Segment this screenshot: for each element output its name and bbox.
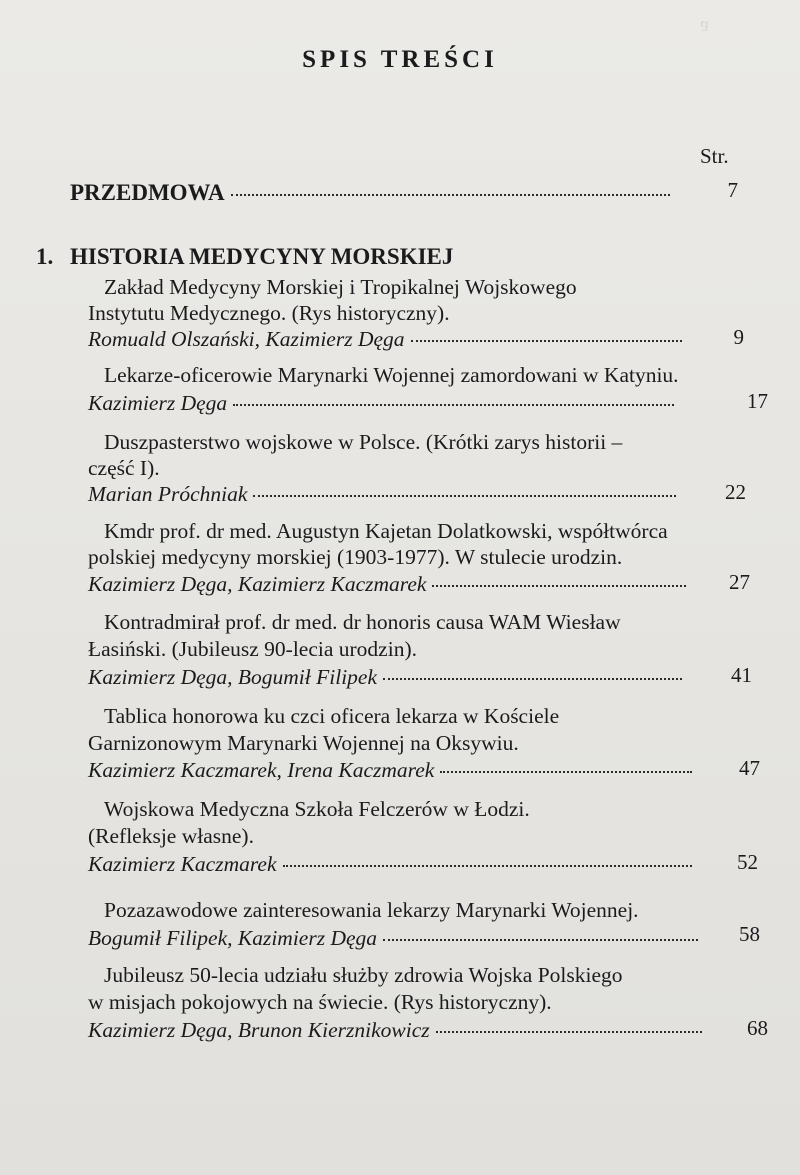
entry-title-line: Zakład Medycyny Morskiej i Tropikalnej Wojskowego	[104, 275, 577, 299]
toc-entry[interactable]	[88, 327, 688, 352]
entry-authors: Kazimierz Dęga, Bogumił Filipek	[88, 665, 378, 689]
entry-title-line: część I).	[88, 456, 160, 480]
entry-title-line: Łasiński. (Jubileusz 90-lecia urodzin).	[88, 637, 417, 661]
leader-dots	[283, 865, 692, 867]
entry-title-line: polskiej medycyny morskiej (1903-1977). W stulecie urodzin.	[88, 545, 623, 569]
page-number: 58	[739, 922, 760, 946]
entry-authors: Kazimierz Dęga	[88, 391, 228, 415]
toc-entry[interactable]	[88, 1018, 708, 1043]
section-number: 1.	[36, 244, 54, 269]
leader-dots	[411, 340, 682, 342]
entry-title-line: Instytutu Medycznego. (Rys historyczny).	[88, 301, 450, 325]
page-number: 27	[729, 570, 750, 594]
page-number: 41	[731, 663, 752, 687]
leader-dots	[432, 585, 686, 587]
page-title: SPIS TREŚCI	[302, 46, 498, 73]
toc-entry[interactable]	[88, 482, 682, 507]
entry-authors: Kazimierz Dęga, Kazimierz Kaczmarek	[88, 572, 427, 596]
entry-authors: Kazimierz Kaczmarek	[88, 852, 277, 876]
entry-title-line: Kmdr prof. dr med. Augustyn Kajetan Dolatkowski, współtwórca	[104, 519, 668, 543]
page-number: 22	[725, 480, 746, 504]
toc-entry[interactable]	[88, 572, 692, 597]
leader-dots	[253, 495, 676, 497]
entry-title-line: Duszpasterstwo wojskowe w Polsce. (Krótki zarys historii –	[104, 430, 623, 454]
page-column-label: Str.	[700, 144, 729, 168]
entry-title-line: Tablica honorowa ku czci oficera lekarza w Kościele	[104, 704, 560, 728]
entry-title-line: (Refleksje własne).	[88, 824, 254, 848]
toc-entry[interactable]	[88, 852, 698, 877]
leader-dots	[383, 939, 698, 941]
page-number: 47	[739, 756, 760, 780]
entry-authors: Kazimierz Dęga, Brunon Kierznikowicz	[88, 1018, 430, 1042]
page-number: 52	[737, 850, 758, 874]
preface-label: PRZEDMOWA	[70, 180, 225, 205]
page-number: 68	[747, 1016, 768, 1040]
leader-dots	[233, 404, 674, 406]
show-through-text: ɐ	[700, 14, 709, 36]
entry-title-line: Pozazawodowe zainteresowania lekarzy Marynarki Wojennej.	[104, 898, 639, 922]
entry-title-line: Garnizonowym Marynarki Wojennej na Oksywiu.	[88, 731, 519, 755]
toc-entry[interactable]	[88, 758, 698, 783]
entry-authors: Bogumił Filipek, Kazimierz Dęga	[88, 926, 378, 950]
section-title: HISTORIA MEDYCYNY MORSKIEJ	[70, 244, 454, 269]
entry-title-line: Lekarze-oficerowie Marynarki Wojennej zamordowani w Katyniu.	[104, 363, 679, 387]
entry-authors: Romuald Olszański, Kazimierz Dęga	[88, 327, 405, 351]
entry-title-line: Wojskowa Medyczna Szkoła Felczerów w Łodzi.	[104, 797, 530, 821]
leader-dots	[440, 771, 692, 773]
entry-authors: Marian Próchniak	[88, 482, 248, 506]
entry-title-line: Jubileusz 50-lecia udziału służby zdrowia Wojska Polskiego	[104, 963, 623, 987]
toc-entry-preface[interactable]	[70, 180, 676, 206]
page-number: 7	[727, 178, 738, 202]
page-number: 17	[747, 389, 768, 413]
toc-entry[interactable]	[88, 926, 704, 951]
leader-dots	[383, 678, 682, 680]
page-number: 9	[733, 325, 744, 349]
leader-dots	[231, 194, 670, 196]
leader-dots	[436, 1031, 702, 1033]
entry-title-line: w misjach pokojowych na świecie. (Rys historyczny).	[88, 990, 552, 1014]
toc-entry[interactable]	[88, 665, 688, 690]
entry-authors: Kazimierz Kaczmarek, Irena Kaczmarek	[88, 758, 435, 782]
entry-title-line: Kontradmirał prof. dr med. dr honoris causa WAM Wiesław	[104, 610, 621, 634]
toc-entry[interactable]	[88, 391, 680, 416]
